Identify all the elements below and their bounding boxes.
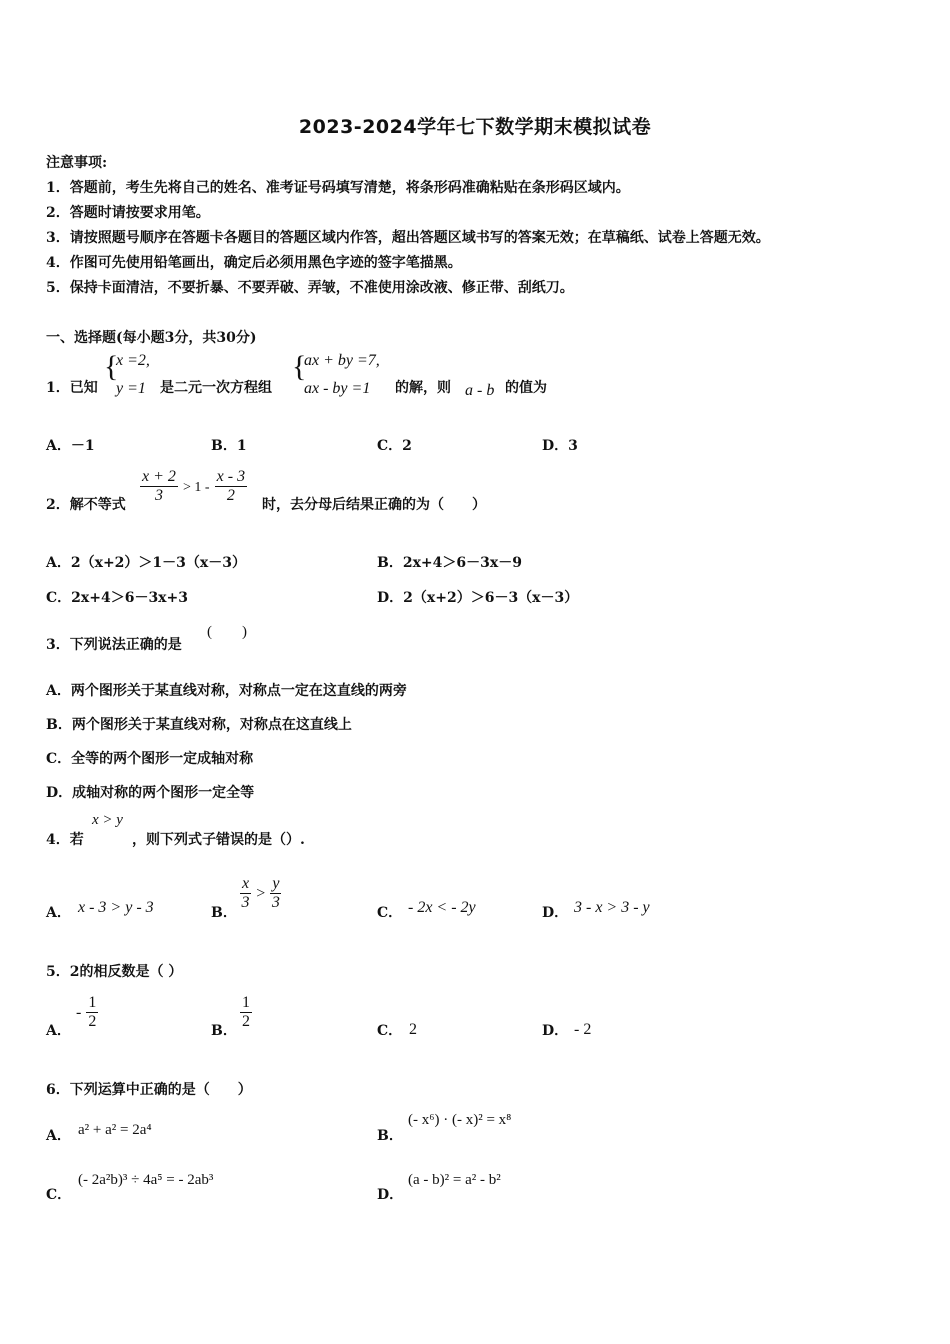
q1-option-a[interactable]: A．－1 [46, 438, 95, 454]
q3-text: 3．下列说法正确的是 [46, 637, 182, 653]
q1-option-c[interactable]: C．2 [377, 438, 412, 454]
q5-option-d[interactable]: - 2 [574, 1021, 592, 1038]
q1-system2-line1: ax + by =7, [304, 352, 380, 369]
q5-text: 5．2的相反数是（ ） [46, 964, 183, 980]
q6-option-d-label[interactable]: D． [377, 1187, 404, 1203]
note-item: 1．答题前，考生先将自己的姓名、准考证号码填写清楚，将条形码准确粘贴在条形码区域内。 [46, 180, 630, 196]
q1-mid: 是二元一次方程组 [160, 380, 272, 396]
q2-fraction-2: $\frac{x - 3}{2}$ [216, 468, 246, 504]
q6-option-c[interactable]: (- 2a²b)³ ÷ 4a⁵ = - 2ab³ [78, 1172, 214, 1188]
q4-option-b-label[interactable]: B． [211, 905, 237, 921]
q4-option-d-label[interactable]: D． [542, 905, 569, 921]
q5-option-c[interactable]: 2 [409, 1021, 417, 1038]
q6-option-b[interactable]: (- x⁶) · (- x)² = x⁸ [408, 1112, 512, 1128]
q1-option-b[interactable]: B．1 [211, 438, 247, 454]
q1-system1-line2: y =1 [116, 380, 146, 397]
page-title: 2023-2024学年七下数学期末模拟试卷 [298, 116, 652, 138]
q6-option-a-label[interactable]: A． [46, 1128, 71, 1144]
q6-option-d[interactable]: (a - b)² = a² - b² [408, 1172, 501, 1188]
note-item: 3．请按照题号顺序在答题卡各题目的答题区域内作答，超出答题区域书写的答案无效；在草稿纸、试卷上答题无效。 [46, 230, 770, 246]
q5-option-d-label[interactable]: D． [542, 1023, 569, 1039]
q1-system2-line2: ax - by =1 [304, 380, 371, 397]
q4-condition: x > y [92, 812, 123, 828]
note-item: 4．作图可先使用铅笔画出，确定后必须用黑色字迹的签字笔描黑。 [46, 255, 462, 271]
q4-b-fraction-1: $\frac{x}{3}$ [241, 875, 250, 911]
q1-prefix: 1．已知 [46, 380, 98, 396]
q2-fraction-1: $\frac{x + 2}{3}$ [142, 468, 176, 504]
q5-option-b[interactable] [240, 994, 252, 1031]
q5-option-b-label[interactable]: B． [211, 1023, 237, 1039]
q3-option-d[interactable]: D．成轴对称的两个图形一定全等 [46, 785, 255, 801]
note-item: 5．保持卡面清洁，不要折暴、不要弄破、弄皱，不准使用涂改液、修正带、刮纸刀。 [46, 280, 574, 296]
q6-text: 6．下列运算中正确的是（ ） [46, 1082, 252, 1098]
q5-a-sign: - [76, 1004, 82, 1021]
q1-option-d[interactable]: D．3 [542, 438, 578, 454]
q3-option-c[interactable]: C．全等的两个图形一定成轴对称 [46, 751, 254, 767]
q2-inequality [140, 468, 247, 505]
q2-option-a[interactable]: A．2（x+2）＞1－3（x－3） [46, 555, 246, 571]
q4-option-d[interactable]: 3 - x > 3 - y [574, 899, 650, 916]
q1-suffix1: 的解，则 [395, 380, 451, 396]
q4-prefix: 4．若 [46, 832, 84, 848]
q2-option-d[interactable]: D．2（x+2）＞6－3（x－3） [377, 590, 579, 606]
q5-option-c-label[interactable]: C． [377, 1023, 403, 1039]
q5-b-fraction: $\frac{1}{2}$ [242, 994, 250, 1030]
q1-expression: a - b [465, 382, 495, 399]
q6-option-a[interactable]: a² + a² = 2a⁴ [78, 1122, 152, 1138]
q4-option-a[interactable]: x - 3 > y - 3 [78, 899, 154, 916]
q6-option-b-label[interactable]: B． [377, 1128, 403, 1144]
q6-option-c-label[interactable]: C． [46, 1187, 72, 1203]
q2-option-c[interactable]: C．2x+4＞6－3x+3 [46, 590, 189, 606]
q3-paren: ( ) [207, 624, 247, 640]
note-item: 2．答题时请按要求用笔。 [46, 205, 210, 221]
q2-suffix: 时，去分母后结果正确的为（ ） [262, 497, 486, 513]
q2-prefix: 2．解不等式 [46, 497, 126, 513]
section-heading: 一、选择题(每小题3分，共30分) [46, 330, 257, 346]
q1-brace-1: { [104, 350, 119, 383]
q4-option-b[interactable] [240, 875, 281, 912]
q4-option-c[interactable]: - 2x < - 2y [408, 899, 476, 916]
q4-b-fraction-2: $\frac{y}{3}$ [271, 875, 280, 911]
q2-option-b[interactable]: B．2x+4＞6－3x－9 [377, 555, 522, 571]
q4-option-c-label[interactable]: C． [377, 905, 403, 921]
q3-option-b[interactable]: B．两个图形关于某直线对称，对称点在这直线上 [46, 717, 352, 733]
q5-option-a[interactable] [76, 994, 98, 1031]
q3-option-a[interactable]: A．两个图形关于某直线对称，对称点一定在这直线的两旁 [46, 683, 407, 699]
q4-option-a-label[interactable]: A． [46, 905, 71, 921]
q1-brace-2: { [292, 350, 307, 383]
q2-gt: > 1 - [183, 480, 210, 495]
q4-suffix: ，则下列式子错误的是（）. [132, 832, 305, 848]
q5-a-fraction: $\frac{1}{2}$ [88, 994, 97, 1030]
notes-heading: 注意事项: [46, 155, 108, 171]
q5-option-a-label[interactable]: A． [46, 1023, 71, 1039]
q4-b-gt: > [256, 885, 266, 902]
q1-system1-line1: x =2, [116, 352, 150, 369]
q1-suffix2: 的值为 [505, 380, 547, 396]
